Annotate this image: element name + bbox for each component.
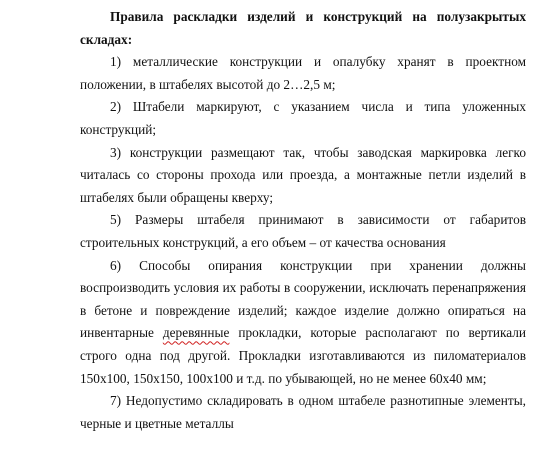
rule-item-5: 5) Размеры штабеля принимают в зависимости от габаритов строительных конструкций, а его объем – от качества основания bbox=[80, 212, 526, 250]
rule-item-2: 2) Штабели маркируют, с указанием числа и типа уложенных конструкций; bbox=[80, 99, 526, 137]
section-title: Правила раскладки изделий и конструкций на полузакрытых складах: bbox=[80, 9, 526, 47]
rule-item-6-text-start: 6) Способы опирания конструкции при хранении должны воспроизводить условия их работы в сооружении, исключать перенапряжения в бетоне и повреждение изделий; каждое изделие должно опираться на инвентарные bbox=[80, 257, 526, 341]
document-body bbox=[80, 6, 526, 435]
rule-item-3: 3) конструкции размещают так, чтобы заводская маркировка легко читалась со стороны прохода или проезда, а монтажные петли изделий в штабелях были обращены кверху; bbox=[80, 144, 526, 205]
rule-item-6-text-end: прокладки, которые располагают по вертикали строго одна под другой. Прокладки изготавливаются из пиломатериалов 150х100, 150х150, 100х100 и т.д. по убывающей, но не менее 60х40 мм; bbox=[80, 325, 526, 386]
rule-item-7: 7) Недопустимо складировать в одном штабеле разнотипные элементы, черные и цветные металлы bbox=[80, 393, 526, 431]
spellcheck-flagged-word[interactable]: деревянные bbox=[162, 325, 230, 341]
rule-item-1: 1) металлические конструкции и опалубку хранят в проектном положении, в штабелях высотой до 2…2,5 м; bbox=[80, 54, 526, 92]
rule-item-6 bbox=[80, 255, 526, 391]
